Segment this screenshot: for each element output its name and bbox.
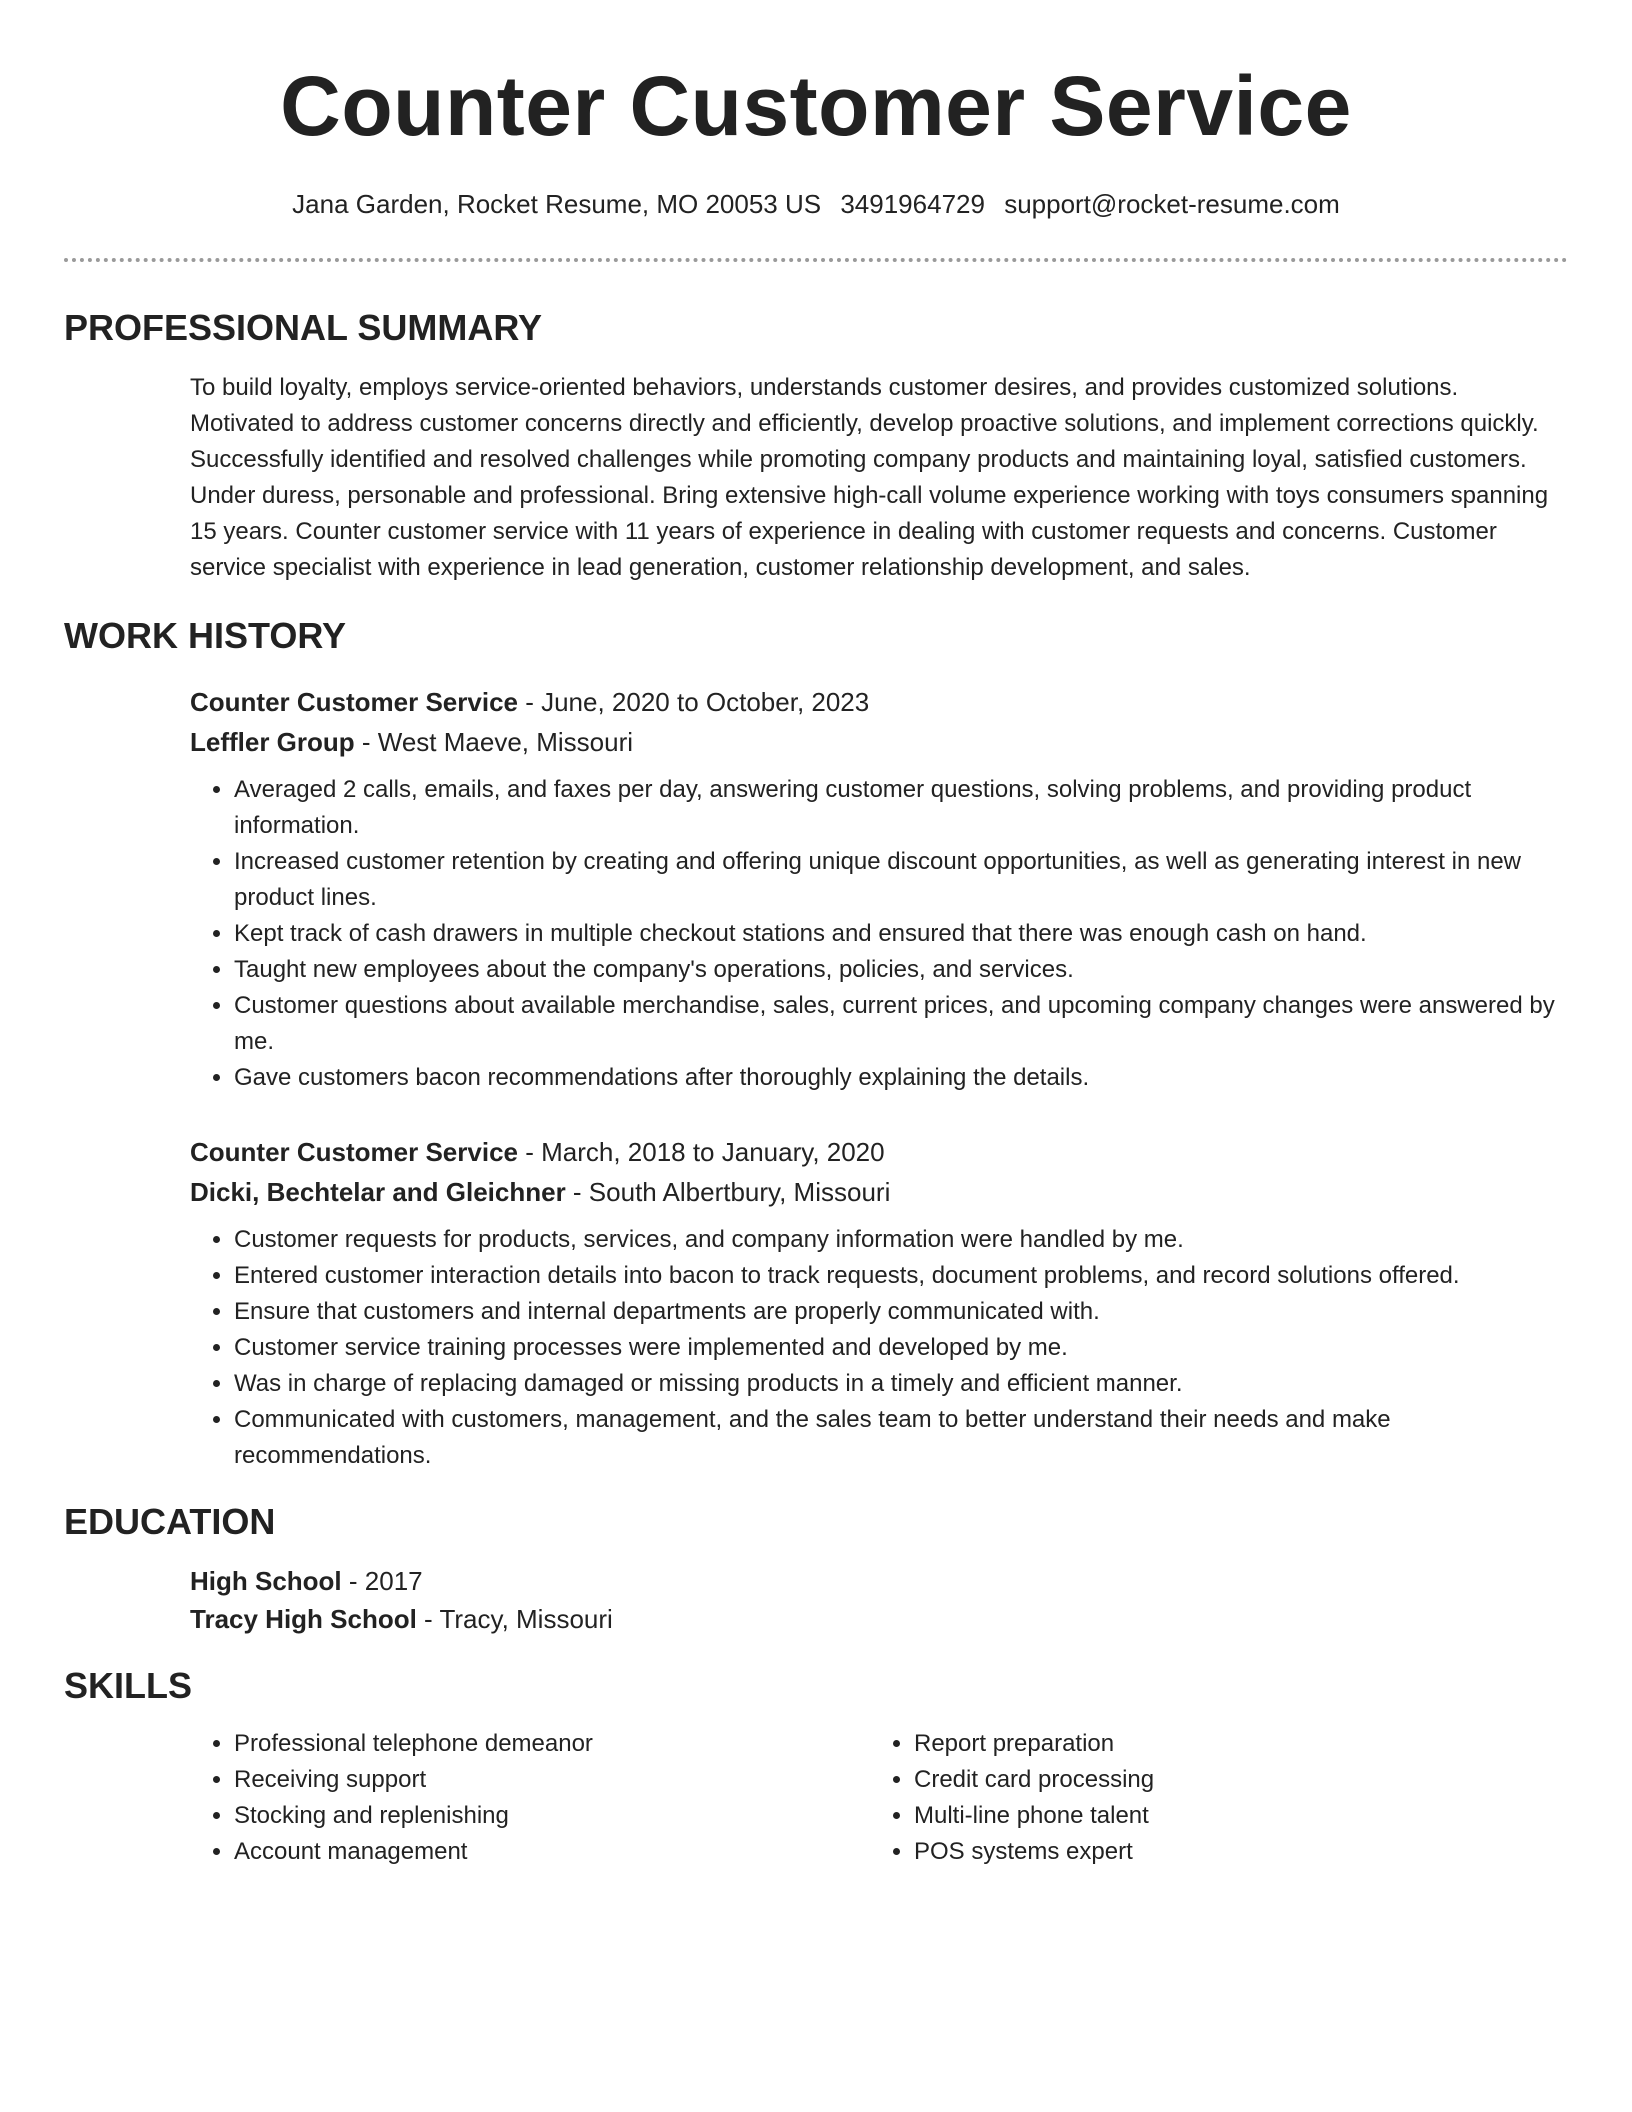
- job-title-line: [190, 1132, 1568, 1172]
- job-entry-2: [190, 1132, 1568, 1474]
- education-school: Tracy High School: [190, 1604, 417, 1634]
- skills-list-right: [870, 1726, 1550, 1870]
- job-company-line: [190, 1172, 1568, 1212]
- resume-title: Counter Customer Service: [280, 59, 1352, 153]
- education-location: - Tracy, Missouri: [416, 1604, 613, 1634]
- job-entry-1: [190, 682, 1568, 1096]
- list-item: • Customer questions about available merchandise, sales, current prices, and upcoming company changes were answered by me.: [234, 988, 1568, 1060]
- list-item: • Stocking and replenishing: [234, 1798, 870, 1834]
- job-location: - West Maeve, Missouri: [354, 727, 634, 757]
- skills-column-left: [190, 1726, 870, 1870]
- list-item: • Kept track of cash drawers in multiple checkout stations and ensured that there was enough cash on hand.: [234, 916, 1568, 952]
- skills-column-right: [870, 1726, 1550, 1870]
- education-degree: High School: [190, 1566, 342, 1596]
- list-item: • Account management: [234, 1834, 870, 1870]
- skills-heading: SKILLS: [64, 1665, 193, 1706]
- list-item: • Increased customer retention by creating and offering unique discount opportunities, as well as generating interest in new product lines.: [234, 844, 1568, 916]
- education-heading: EDUCATION: [64, 1501, 276, 1542]
- list-item: • POS systems expert: [914, 1834, 1550, 1870]
- contact-email: support@rocket-resume.com: [1004, 189, 1340, 219]
- list-item: • Customer requests for products, services, and company information were handled by me.: [234, 1222, 1568, 1258]
- list-item: • Professional telephone demeanor: [234, 1726, 870, 1762]
- work-history-heading: WORK HISTORY: [64, 615, 347, 656]
- summary-text: To build loyalty, employs service-oriented behaviors, understands customer desires, and provides customized solutions. Motivated to address customer concerns directly and efficiently, develop proactive solutions, and implement corrections quickly. Successfully identified and resolved challenges while promoting company products and maintaining loyal, satisfied customers. Under duress, personable and professional. Bring extensive high-call volume experience working with toys consumers spanning 15 years. Counter customer service with 11 years of experience in dealing with customer requests and concerns. Customer service specialist with experience in lead generation, customer relationship development, and sales.: [190, 374, 1549, 581]
- list-item: • Taught new employees about the company's operations, policies, and services.: [234, 952, 1568, 988]
- education-entry: [190, 1562, 1568, 1638]
- education-school-line: [190, 1600, 1568, 1638]
- education-year: - 2017: [341, 1566, 423, 1596]
- contact-address: Jana Garden, Rocket Resume, MO 20053 US: [292, 189, 822, 219]
- job-title: Counter Customer Service: [190, 687, 518, 717]
- summary-heading: PROFESSIONAL SUMMARY: [64, 307, 543, 348]
- skills-list-left: [190, 1726, 870, 1870]
- list-item: • Entered customer interaction details into bacon to track requests, document problems, and record solutions offered.: [234, 1258, 1568, 1294]
- list-item: • Gave customers bacon recommendations after thoroughly explaining the details.: [234, 1060, 1568, 1096]
- job-company: Leffler Group: [190, 727, 355, 757]
- job-bullets: [190, 772, 1568, 1096]
- job-dates: - June, 2020 to October, 2023: [517, 687, 870, 717]
- list-item: • Credit card processing: [914, 1762, 1550, 1798]
- job-company-line: [190, 722, 1568, 762]
- header-divider: [64, 258, 1568, 262]
- list-item: • Averaged 2 calls, emails, and faxes per day, answering customer questions, solving problems, and providing product information.: [234, 772, 1568, 844]
- job-bullets: [190, 1222, 1568, 1474]
- job-title: Counter Customer Service: [190, 1137, 518, 1167]
- list-item: • Report preparation: [914, 1726, 1550, 1762]
- skills-grid: [190, 1726, 1550, 1870]
- list-item: • Customer service training processes were implemented and developed by me.: [234, 1330, 1568, 1366]
- contact-phone: 3491964729: [840, 189, 985, 219]
- contact-line: [64, 186, 1568, 222]
- job-location: - South Albertbury, Missouri: [565, 1177, 891, 1207]
- list-item: • Ensure that customers and internal departments are properly communicated with.: [234, 1294, 1568, 1330]
- list-item: • Was in charge of replacing damaged or missing products in a timely and efficient manner.: [234, 1366, 1568, 1402]
- education-degree-line: [190, 1562, 1568, 1600]
- list-item: • Communicated with customers, management, and the sales team to better understand their needs and make recommendations.: [234, 1402, 1568, 1474]
- job-dates: - March, 2018 to January, 2020: [517, 1137, 885, 1167]
- list-item: • Multi-line phone talent: [914, 1798, 1550, 1834]
- job-company: Dicki, Bechtelar and Gleichner: [190, 1177, 566, 1207]
- list-item: • Receiving support: [234, 1762, 870, 1798]
- job-title-line: [190, 682, 1568, 722]
